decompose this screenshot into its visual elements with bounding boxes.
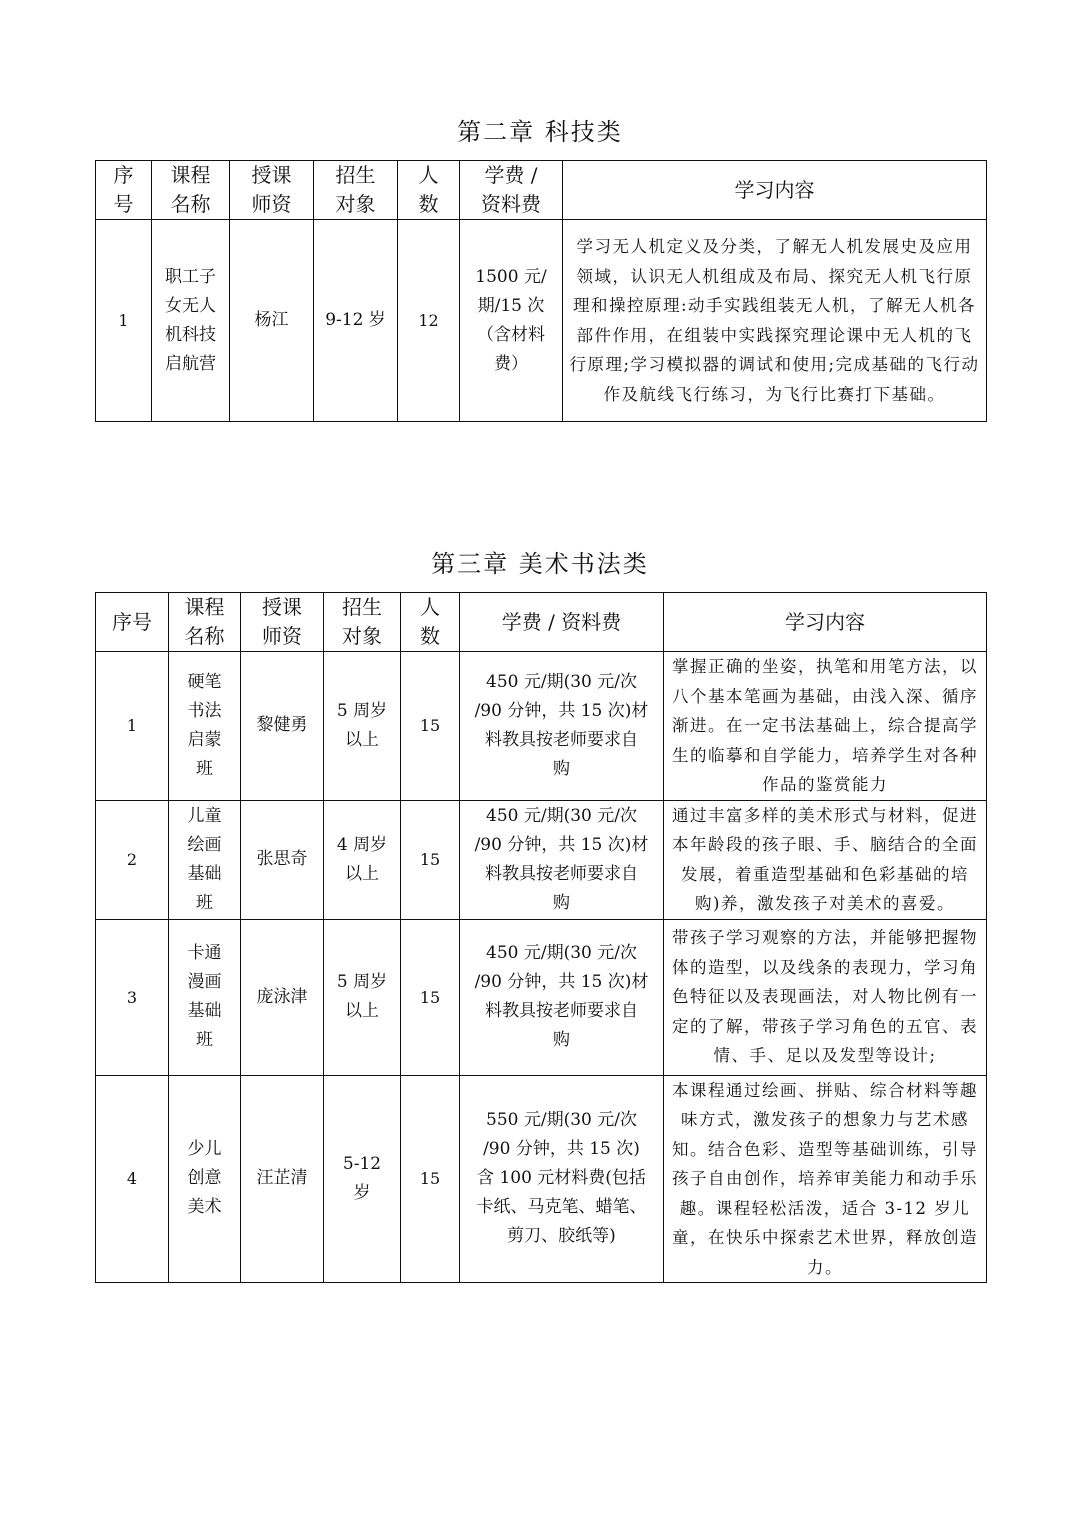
row-count: 12 xyxy=(398,220,460,422)
header-course-name: 课程 名称 xyxy=(169,593,241,652)
chapter3-title: 第三章 美术书法类 xyxy=(431,550,649,578)
row-course-name: 职工子 女无人 机科技 启航营 xyxy=(152,220,230,422)
row-teacher: 汪芷清 xyxy=(241,1075,324,1283)
row-fee: 450 元/期(30 元/次 /90 分钟，共 15 次)材 料教具按老师要求自 购 xyxy=(460,919,664,1075)
row-teacher: 张思奇 xyxy=(241,800,324,919)
header-content: 学习内容 xyxy=(664,593,987,652)
row-course-name: 少儿 创意 美术 xyxy=(169,1075,241,1283)
row-no: 1 xyxy=(96,220,152,422)
header-target: 招生 对象 xyxy=(314,161,398,220)
row-target: 5 周岁 以上 xyxy=(324,652,401,801)
row-target: 4 周岁 以上 xyxy=(324,800,401,919)
row-course-name: 硬笔 书法 启蒙 班 xyxy=(169,652,241,801)
row-course-name: 儿童 绘画 基础 班 xyxy=(169,800,241,919)
table-row xyxy=(96,1075,987,1283)
row-count: 15 xyxy=(401,1075,460,1283)
row-teacher: 庞泳津 xyxy=(241,919,324,1075)
table-row xyxy=(96,220,987,422)
row-target: 9-12 岁 xyxy=(314,220,398,422)
row-content: 通过丰富多样的美术形式与材料，促进本年龄段的孩子眼、手、脑结合的全面发展，着重造型基础和色彩基础的培购)养，激发孩子对美术的喜爱。 xyxy=(664,800,987,919)
header-teacher: 授课 师资 xyxy=(230,161,314,220)
header-fee: 学费 / 资料费 xyxy=(460,593,664,652)
header-fee: 学费 / 资料费 xyxy=(460,161,563,220)
header-no: 序 号 xyxy=(96,161,152,220)
row-fee: 550 元/期(30 元/次 /90 分钟，共 15 次) 含 100 元材料费(包括 卡纸、马克笔、蜡笔、 剪刀、胶纸等) xyxy=(460,1075,664,1283)
tech-course-table xyxy=(95,160,987,422)
row-course-name: 卡通 漫画 基础 班 xyxy=(169,919,241,1075)
row-count: 15 xyxy=(401,800,460,919)
row-fee: 450 元/期(30 元/次 /90 分钟，共 15 次)材 料教具按老师要求自 购 xyxy=(460,800,664,919)
table-row xyxy=(96,800,987,919)
header-content: 学习内容 xyxy=(563,161,987,220)
row-target: 5 周岁 以上 xyxy=(324,919,401,1075)
header-course-name: 课程 名称 xyxy=(152,161,230,220)
art-course-table xyxy=(95,592,987,1283)
row-no: 3 xyxy=(96,919,169,1075)
row-no: 1 xyxy=(96,652,169,801)
row-content: 带孩子学习观察的方法，并能够把握物体的造型，以及线条的表现力，学习角色特征以及表现画法，对人物比例有一定的了解，带孩子学习角色的五官、表情、手、足以及发型等设计; xyxy=(664,919,987,1075)
row-content: 学习无人机定义及分类，了解无人机发展史及应用领域，认识无人机组成及布局、探究无人机飞行原理和操控原理:动手实践组装无人机，了解无人机各部件作用，在组装中实践探究理论课中无人机的飞行原理;学习模拟器的调试和使用;完成基础的飞行动作及航线飞行练习，为飞行比赛打下基础。 xyxy=(563,220,987,422)
row-fee: 1500 元/ 期/15 次 （含材料 费） xyxy=(460,220,563,422)
row-no: 4 xyxy=(96,1075,169,1283)
row-fee: 450 元/期(30 元/次 /90 分钟，共 15 次)材 料教具按老师要求自 购 xyxy=(460,652,664,801)
row-content: 本课程通过绘画、拼贴、综合材料等趣味方式，激发孩子的想象力与艺术感知。结合色彩、造型等基础训练，引导孩子自由创作，培养审美能力和动手乐趣。课程轻松活泼，适合 3-12 岁儿童，在快乐中探索艺术世界，释放创造力。 xyxy=(664,1075,987,1283)
row-count: 15 xyxy=(401,652,460,801)
header-target: 招生 对象 xyxy=(324,593,401,652)
table-row xyxy=(96,919,987,1075)
row-count: 15 xyxy=(401,919,460,1075)
header-count: 人 数 xyxy=(401,593,460,652)
header-count: 人 数 xyxy=(398,161,460,220)
header-teacher: 授课 师资 xyxy=(241,593,324,652)
header-row xyxy=(96,161,987,220)
header-no: 序号 xyxy=(96,593,169,652)
row-target: 5-12 岁 xyxy=(324,1075,401,1283)
row-content: 掌握正确的坐姿，执笔和用笔方法，以八个基本笔画为基础，由浅入深、循序渐进。在一定书法基础上，综合提高学生的临摹和自学能力，培养学生对各种作品的鉴赏能力 xyxy=(664,652,987,801)
chapter2-title: 第二章 科技类 xyxy=(457,118,623,146)
row-no: 2 xyxy=(96,800,169,919)
table-row xyxy=(96,652,987,801)
row-teacher: 黎健勇 xyxy=(241,652,324,801)
row-teacher: 杨江 xyxy=(230,220,314,422)
header-row xyxy=(96,593,987,652)
